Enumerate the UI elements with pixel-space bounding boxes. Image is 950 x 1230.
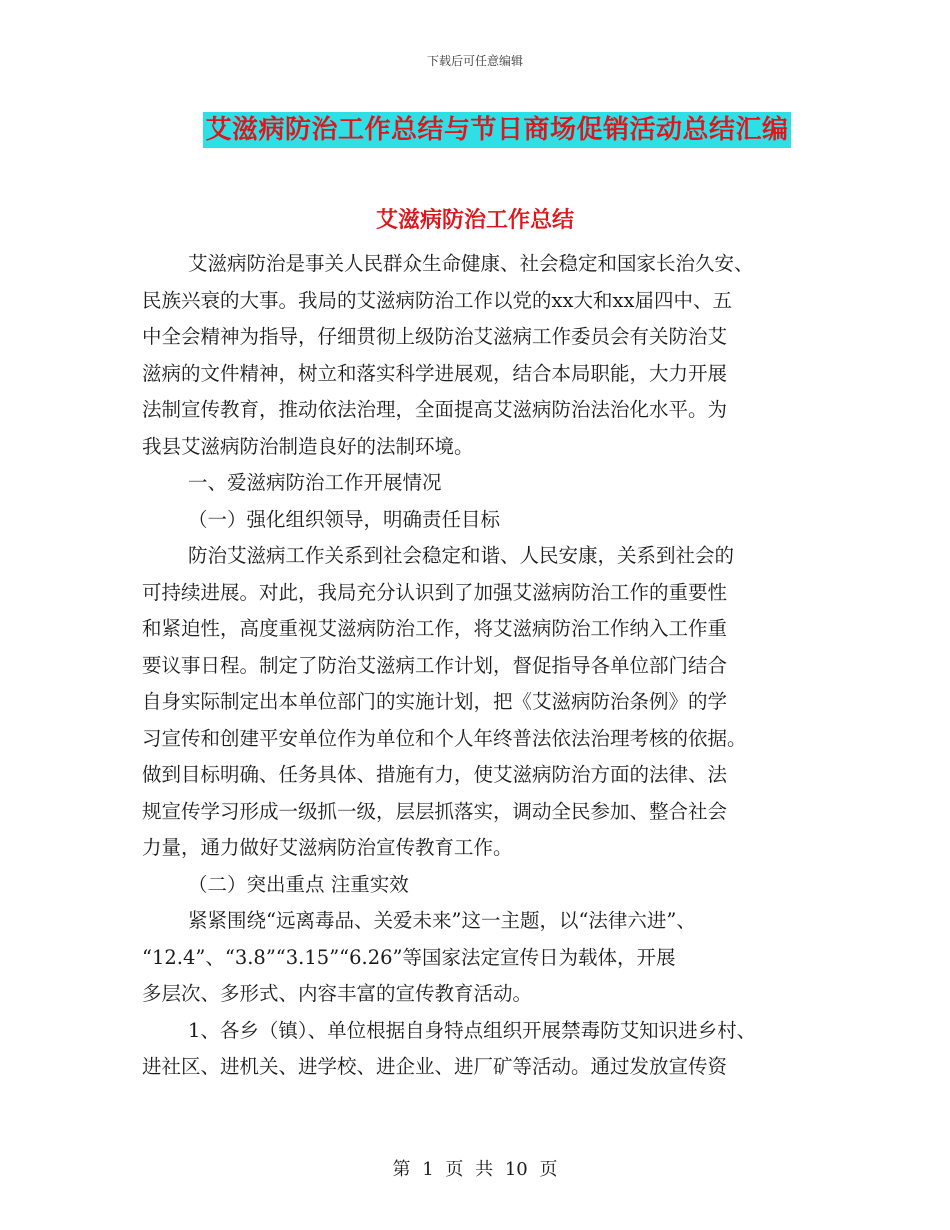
body-line: 滋病的文件精神，树立和落实科学进展观，结合本局职能，大力开展 [142, 361, 728, 385]
subheading-line: （二）突出重点 注重实效 [188, 872, 409, 896]
heading-line: 一、爱滋病防治工作开展情况 [188, 471, 442, 494]
document-title-wrap [0, 112, 950, 148]
body-line: 防治艾滋病工作关系到社会稳定和谐、人民安康，关系到社会的 [188, 544, 735, 567]
body-line: 多层次、多形式、内容丰富的宣传教育活动。 [142, 982, 533, 1005]
body-line: 习宣传和创建平安单位作为单位和个人年终普法依法治理考核的依据。 [142, 726, 747, 750]
body-line: 做到目标明确、任务具体、措施有力，使艾滋病防治方面的法律、法 [142, 763, 728, 786]
body-line: 可持续进展。对此，我局充分认识到了加强艾滋病防治工作的重要性 [142, 580, 728, 604]
body-line: 和紧迫性，高度重视艾滋病防治工作，将艾滋病防治工作纳入工作重 [142, 617, 728, 640]
body-line: 紧紧围绕“远离毒品、关爱未来”这一主题，以“法律六进”、 [188, 909, 696, 932]
body-line: 我县艾滋病防治制造良好的法制环境。 [142, 434, 474, 458]
section-title: 艾滋病防治工作总结 [375, 207, 574, 233]
body-line: 中全会精神为指导，仔细贯彻上级防治艾滋病工作委员会有关防治艾 [142, 325, 728, 348]
body-line: 自身实际制定出本单位部门的实施计划，把《艾滋病防治条例》的学 [142, 690, 728, 713]
body-line: 1、各乡（镇）、单位根据自身特点组织开展禁毒防艾知识进乡村、 [188, 1018, 757, 1042]
body-line: 规宣传学习形成一级抓一级，层层抓落实，调动全民参加、整合社会 [142, 799, 728, 823]
body-line: 要议事日程。制定了防治艾滋病工作计划，督促指导各单位部门结合 [142, 653, 728, 677]
page-footer: 第 1 页 共 10 页 [392, 1159, 558, 1180]
subheading-line: （一）强化组织领导，明确责任目标 [188, 507, 501, 531]
body-line: 民族兴衰的大事。我局的艾滋病防治工作以党的xx大和xx届四中、五 [142, 288, 732, 312]
body-line: 法制宣传教育，推动依法治理，全面提高艾滋病防治法治化水平。为 [142, 398, 728, 421]
page-header-note: 下载后可任意编辑 [426, 54, 523, 68]
document-body [142, 246, 832, 1086]
body-line: 艾滋病防治是事关人民群众生命健康、社会稳定和国家长治久安、 [188, 252, 754, 275]
document-title: 艾滋病防治工作总结与节日商场促销活动总结汇编 [203, 112, 790, 148]
body-line: 力量，通力做好艾滋病防治宣传教育工作。 [142, 836, 513, 859]
body-line: 进社区、进机关、进学校、进企业、进厂矿等活动。通过发放宣传资 [142, 1055, 728, 1078]
body-line: “12.4”、“3.8”“3.15”“6.26”等国家法定宣传日为载体，开展 [142, 945, 676, 969]
